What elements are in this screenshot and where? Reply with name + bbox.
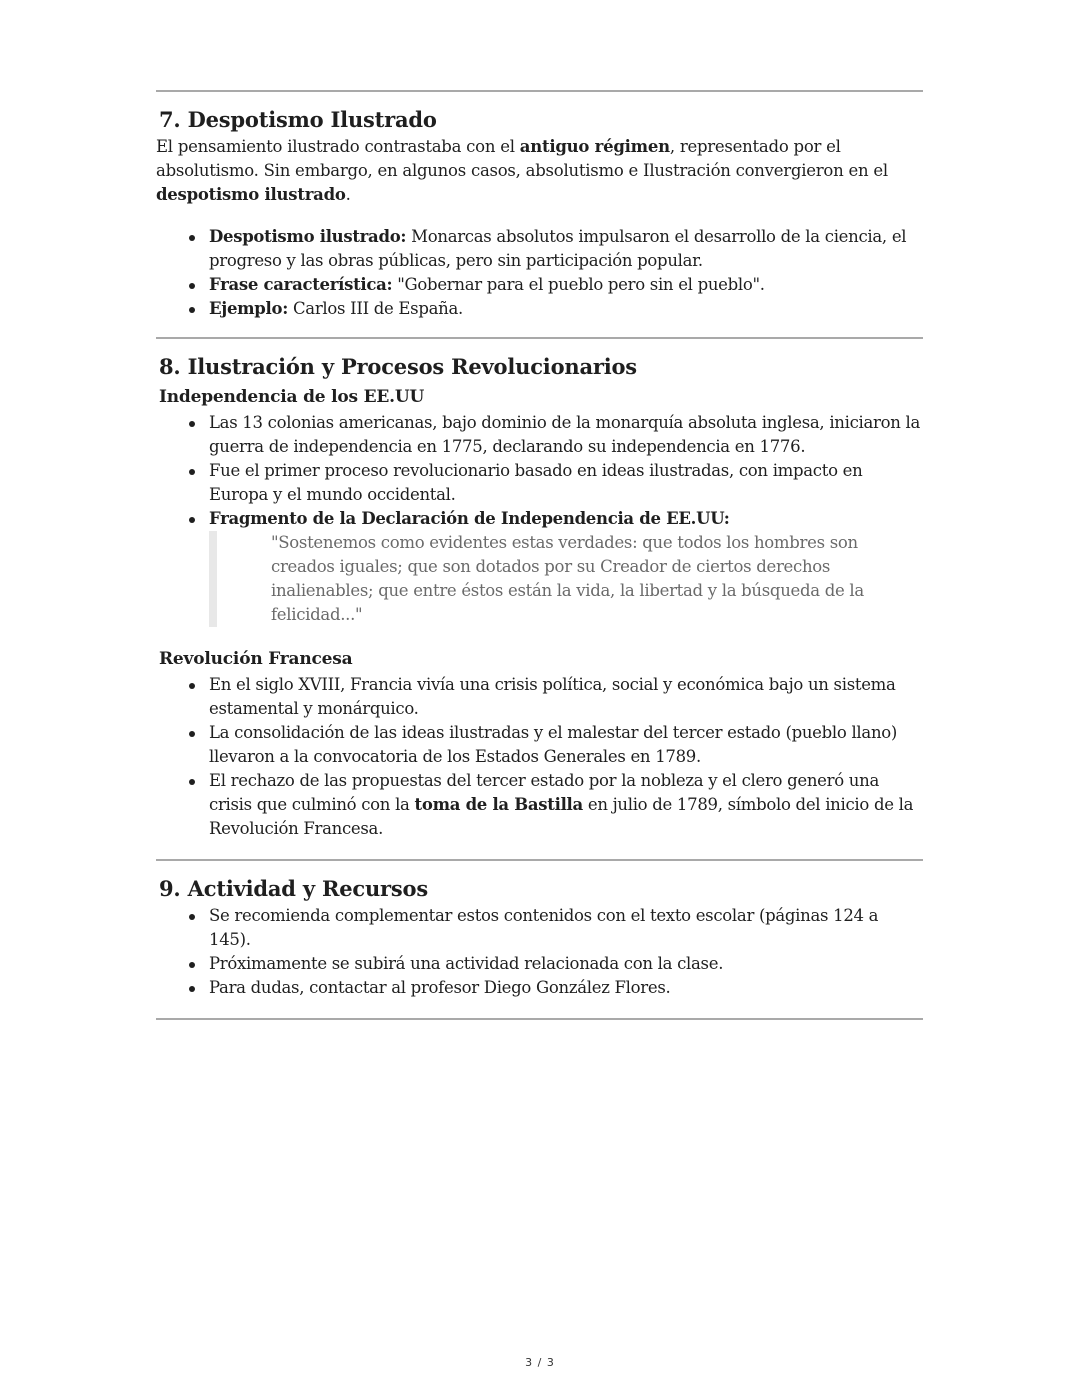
list-item bbox=[156, 459, 923, 507]
list-item bbox=[156, 976, 923, 1000]
intro-text: , representado por el absolutismo. Sin embargo, en algunos casos, absolutismo e Ilustración convergieron en el bbox=[156, 137, 888, 180]
section-ilustracion-procesos bbox=[156, 353, 923, 841]
bullet-icon bbox=[189, 962, 195, 968]
intro-bold-term: despotismo ilustrado bbox=[156, 185, 346, 204]
item-label: Fragmento de la Declaración de Independencia de EE.UU: bbox=[209, 509, 730, 528]
section-actividad-recursos bbox=[156, 875, 923, 1000]
item-text: Carlos III de España. bbox=[288, 299, 463, 318]
item-text: Fue el primer proceso revolucionario basado en ideas ilustradas, con impacto en Europa y el mundo occidental. bbox=[209, 461, 863, 504]
list-item bbox=[156, 273, 923, 297]
bullet-icon bbox=[189, 469, 195, 475]
item-text: La consolidación de las ideas ilustradas y el malestar del tercer estado (pueblo llano) llevaron a la convocatoria de los Estados Generales en 1789. bbox=[209, 723, 898, 766]
item-label: Frase característica: bbox=[209, 275, 393, 294]
bullet-icon bbox=[189, 421, 195, 427]
section-title: 7. Despotismo Ilustrado bbox=[159, 107, 437, 132]
item-label: Despotismo ilustrado: bbox=[209, 227, 407, 246]
bullet-icon bbox=[189, 235, 195, 241]
document-page bbox=[156, 90, 923, 1020]
list-item bbox=[156, 507, 923, 531]
section-title: 8. Ilustración y Procesos Revolucionarios bbox=[159, 354, 637, 379]
list-item bbox=[156, 673, 923, 721]
bullet-icon bbox=[189, 986, 195, 992]
list-item bbox=[156, 904, 923, 952]
item-text: Monarcas absolutos impulsaron el desarrollo de la ciencia, el progreso y las obras públicas, pero sin participación popular. bbox=[209, 227, 907, 270]
section-title: 9. Actividad y Recursos bbox=[159, 876, 428, 901]
section-divider bbox=[156, 1018, 923, 1020]
declaration-quote: "Sostenemos como evidentes estas verdades: que todos los hombres son creados iguales; que son dotados por su Creador de ciertos derechos inalienables; que entre éstos están la vida, la libertad y la búsqueda de la felicidad..." bbox=[209, 531, 923, 627]
bullet-icon bbox=[189, 779, 195, 785]
intro-text: . bbox=[345, 185, 351, 204]
item-label: Ejemplo: bbox=[209, 299, 289, 318]
list-item bbox=[156, 769, 923, 841]
bullet-icon bbox=[189, 731, 195, 737]
list-item bbox=[156, 952, 923, 976]
bullet-icon bbox=[189, 914, 195, 920]
section-divider bbox=[156, 859, 923, 861]
intro-bold-term: antiguo régimen bbox=[519, 137, 670, 156]
list-item bbox=[156, 297, 923, 321]
list-item bbox=[156, 411, 923, 459]
bullet-list bbox=[156, 225, 923, 321]
subsection-title: Revolución Francesa bbox=[159, 649, 353, 669]
section-intro bbox=[156, 135, 923, 207]
bullet-list bbox=[156, 673, 923, 841]
bullet-icon bbox=[189, 683, 195, 689]
bullet-icon bbox=[189, 283, 195, 289]
section-despotismo-ilustrado bbox=[156, 106, 923, 321]
bullet-icon bbox=[189, 517, 195, 523]
item-text: Se recomienda complementar estos contenidos con el texto escolar (páginas 124 a 145). bbox=[209, 906, 879, 949]
item-bold-term: toma de la Bastilla bbox=[414, 795, 583, 814]
item-text: Próximamente se subirá una actividad relacionada con la clase. bbox=[209, 954, 724, 973]
section-divider bbox=[156, 90, 923, 92]
item-text: Para dudas, contactar al profesor Diego González Flores. bbox=[209, 978, 671, 997]
section-divider bbox=[156, 337, 923, 339]
intro-text: El pensamiento ilustrado contrastaba con el bbox=[156, 137, 520, 156]
bullet-icon bbox=[189, 307, 195, 313]
subsection-title: Independencia de los EE.UU bbox=[159, 387, 425, 407]
list-item bbox=[156, 225, 923, 273]
item-text: Las 13 colonias americanas, bajo dominio de la monarquía absoluta inglesa, iniciaron la guerra de independencia en 1775, declarando su independencia en 1776. bbox=[209, 413, 921, 456]
item-text: "Gobernar para el pueblo pero sin el pueblo". bbox=[392, 275, 765, 294]
item-text: En el siglo XVIII, Francia vivía una crisis política, social y económica bajo un sistema estamental y monárquico. bbox=[209, 675, 896, 718]
bullet-list bbox=[156, 411, 923, 531]
item-text: El rechazo de las propuestas del tercer estado por la nobleza y el clero generó una crisis que culminó con la bbox=[209, 771, 879, 814]
page-indicator: 3 / 3 bbox=[525, 1356, 555, 1369]
list-item bbox=[156, 721, 923, 769]
item-text: en julio de 1789, símbolo del inicio de la Revolución Francesa. bbox=[209, 795, 914, 838]
bullet-list bbox=[156, 904, 923, 1000]
